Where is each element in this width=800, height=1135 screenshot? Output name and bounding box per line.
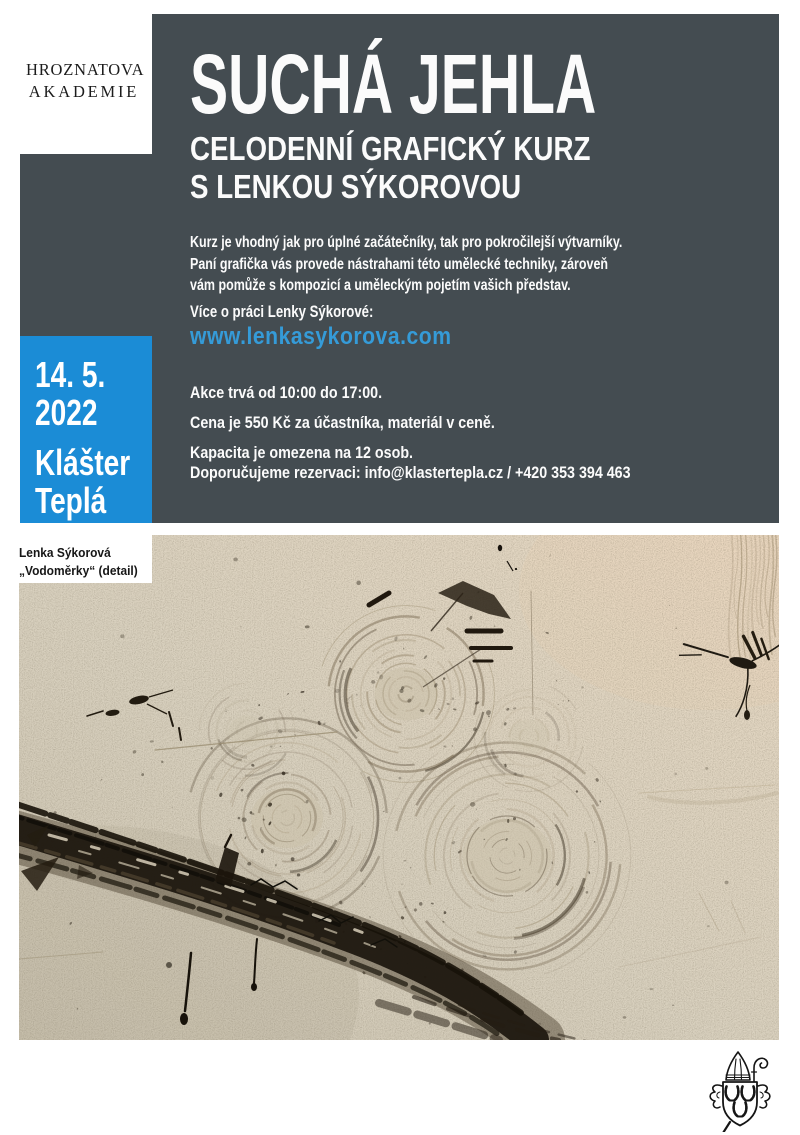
event-date-day: 14. 5. [35, 354, 106, 395]
detail-price: Cena je 550 Kč za účastníka, materiál v ceně. [190, 413, 495, 432]
caption-artist: Lenka Sýkorová [19, 545, 111, 560]
detail-capacity: Kapacita je omezena na 12 osob. [190, 443, 414, 462]
abbey-crest-icon [706, 1046, 778, 1132]
description-line1: Kurz je vhodný jak pro úplné začátečníky, tak pro pokročilejší výtvarníky. [190, 234, 623, 251]
subtitle-line1: CELODENNÍ GRAFICKÝ KURZ [190, 130, 591, 167]
more-info-label: Více o práci Lenky Sýkorové: [190, 303, 374, 321]
brand-logo [26, 60, 145, 102]
brand-line2: AKADEMIE [28, 82, 140, 101]
info-panel [152, 14, 779, 523]
artwork-caption [0, 535, 152, 583]
event-date-box [20, 336, 152, 523]
drypoint-etching [19, 535, 779, 1040]
event-date-year: 2022 [35, 392, 98, 433]
course-description [190, 232, 622, 297]
description-line3: vám pomůže s kompozicí a uměleckým pojetím vašich představ. [190, 277, 571, 294]
website-link[interactable]: www.lenkasykorova.com [190, 323, 452, 350]
detail-time: Akce trvá od 10:00 do 17:00. [190, 383, 383, 402]
caption-work-title: „Vodoměrky“ (detail) [19, 563, 138, 578]
course-title: SUCHÁ JEHLA [190, 37, 597, 131]
panel-left-extension [20, 154, 152, 338]
subtitle-line2: S LENKOU SÝKOROVOU [190, 168, 522, 205]
event-place-line2: Teplá [35, 480, 107, 521]
course-subtitle [190, 130, 590, 206]
detail-reservation: Doporučujeme rezervaci: info@klastertepla.cz / +420 353 394 463 [190, 463, 631, 482]
artwork-image [19, 535, 779, 1040]
event-place-line1: Klášter [35, 442, 131, 483]
brand-line1: HROZNATOVA [26, 60, 145, 79]
description-line2: Paní grafička vás provede nástrahami této umělecké techniky, zároveň [190, 255, 609, 273]
